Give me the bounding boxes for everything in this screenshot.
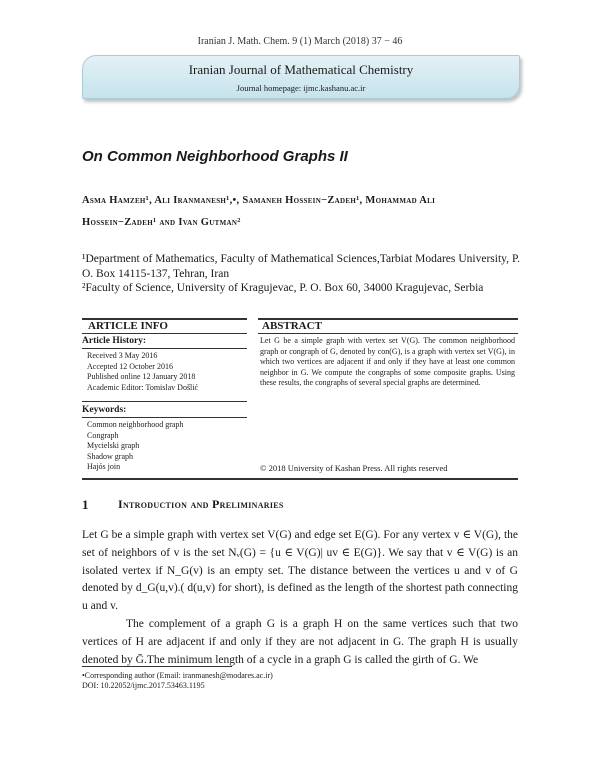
keyword-item: Hajós join [87, 462, 121, 471]
accepted-date: Accepted 12 October 2016 [87, 361, 173, 371]
article-history-label: Article History: [82, 336, 147, 346]
copyright-notice: © 2018 University of Kashan Press. All rights reserved [260, 463, 448, 473]
corresponding-author: •Corresponding author (Email: iranmanesh@modares.ac.ir) [82, 671, 273, 680]
abstract-header-rule [258, 333, 518, 334]
doi[interactable]: DOI: 10.22052/ijmc.2017.53463.1195 [82, 681, 205, 690]
academic-editor: Academic Editor: Tomislav Došlić [87, 382, 199, 392]
journal-citation: Iranian J. Math. Chem. 9 (1) March (2018) 37 − 46 [197, 36, 403, 47]
section-number: 1 [82, 497, 89, 512]
history-rule [82, 348, 247, 349]
authors-line-2: Hossein−Zadeh¹ and Ivan Gutman² [82, 217, 241, 228]
keyword-item: Congraph [87, 430, 119, 440]
author-list [82, 190, 522, 234]
article-dates [87, 351, 198, 393]
footnote-rule [82, 666, 232, 667]
received-date: Received 3 May 2016 [87, 351, 158, 360]
body-paragraph-1: Let G be a simple graph with vertex set V(G) and edge set E(G). For any vertex v ∈ V(G), the set of neighbors of v is the set Nᵥ(G) = {u ∈ V(G)| uv ∈ E(G)}. We say that v ∈ V(G) is an isolated vertex if N_G(v) is an empty set. The distance between the vertices u and v of G denoted by d_G(u,v).( d(u,v) for short), is defined as the length of the shortest path connecting u and v. [82, 529, 518, 613]
keywords-label: Keywords: [82, 405, 127, 415]
affiliation-1: ¹Department of Mathematics, Faculty of Mathematical Sciences,Tarbiat Modares University, P. O. Box 14115-137, Tehran, Iran [82, 253, 520, 280]
keyword-item: Mycielski graph [87, 441, 140, 450]
abstract-text: Let G be a simple graph with vertex set V(G). The common neighborhood graph or congraph of G, denoted by con(G), is a graph with vertex set V(G), in which two vertices are adjacent if and only if they have at least one common neighbor in G. We compute the congraphs of some composite graphs. Using these results, the congraphs of several special graphs are determined. [260, 336, 515, 387]
keywords-top-rule [82, 401, 247, 402]
section-body [82, 527, 518, 669]
frontmatter-bottom-rule [82, 478, 518, 480]
keywords-header-rule [82, 417, 247, 418]
journal-name: Iranian Journal of Mathematical Chemistry [188, 62, 414, 77]
keyword-item: Common neighborhood graph [87, 420, 184, 429]
keyword-list [87, 420, 183, 473]
affiliation-2: ²Faculty of Science, University of Kragujevac, P. O. Box 60, 34000 Kragujevac, Serbia [82, 282, 484, 294]
affiliations [82, 252, 520, 296]
footnote [82, 671, 273, 691]
article-info-heading: ARTICLE INFO [88, 320, 168, 332]
journal-homepage[interactable]: Journal homepage: ijmc.kashanu.ac.ir [236, 83, 366, 93]
paper-title: On Common Neighborhood Graphs II [82, 148, 348, 165]
journal-banner [82, 55, 520, 99]
keyword-item: Shadow graph [87, 451, 133, 461]
section-title: Introduction and Preliminaries [118, 497, 284, 511]
abstract-heading: ABSTRACT [262, 320, 322, 332]
body-paragraph-2: The complement of a graph G is a graph H on the same vertices such that two vertices of H are adjacent if and only if they are not adjacent in G. The graph H is usually denoted by Ḡ.The minimum length of a cycle in a graph G is called the girth of G. We [82, 617, 518, 666]
info-header-rule [82, 333, 247, 334]
authors-line-1: Asma Hamzeh¹, Ali Iranmanesh¹,•, Samaneh Hossein−Zadeh¹, Mohammad Ali [82, 195, 436, 206]
published-date: Published online 12 January 2018 [87, 372, 196, 381]
